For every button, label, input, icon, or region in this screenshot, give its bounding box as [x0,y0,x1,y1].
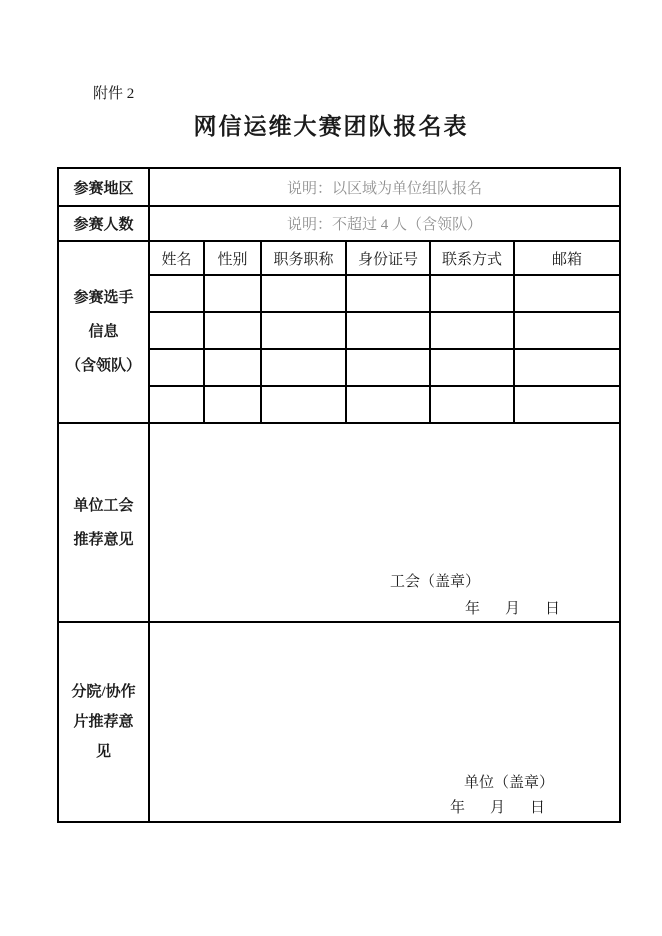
headcount-note-cell[interactable]: 说明：不超过 4 人（含领队） [149,206,620,241]
player-cell-gender[interactable] [204,312,261,349]
col-header-jobtitle: 职务职称 [261,241,346,275]
player-cell-id-number[interactable] [346,349,430,386]
player-cell-jobtitle[interactable] [261,349,346,386]
union-label-line: 单位工会 [73,497,134,514]
player-cell-contact[interactable] [430,275,514,312]
table-row [58,423,620,622]
player-cell-name[interactable] [149,349,204,386]
players-label-line: 信息 [88,324,119,340]
row-label-region: 参赛地区 [58,168,149,206]
col-header-contact: 联系方式 [430,241,514,275]
attachment-label: 附件 2 [93,86,135,102]
branch-label-line: 片推荐意 [73,714,134,730]
table-row [58,168,620,206]
player-cell-name[interactable] [149,275,204,312]
col-header-id-number: 身份证号 [346,241,430,275]
player-cell-jobtitle[interactable] [261,312,346,349]
player-cell-gender[interactable] [204,349,261,386]
union-seal-label: 工会（盖章） [390,574,481,590]
players-label-line: 参赛选手 [73,290,134,306]
player-cell-email[interactable] [514,312,620,349]
union-section-label [58,423,149,622]
branch-date-label: 年 月 日 [450,800,551,816]
table-row [58,206,620,241]
player-cell-email[interactable] [514,349,620,386]
player-cell-jobtitle[interactable] [261,275,346,312]
player-cell-email[interactable] [514,386,620,423]
col-header-email: 邮箱 [514,241,620,275]
branch-opinion-cell[interactable] [149,622,620,822]
branch-label-line: 分院/协作 [71,684,136,700]
union-opinion-cell[interactable] [149,423,620,622]
union-label-line: 推荐意见 [73,531,134,548]
player-cell-id-number[interactable] [346,386,430,423]
branch-label-line: 见 [95,744,111,760]
registration-table [57,167,621,823]
branch-section-label [58,622,149,822]
row-label-headcount: 参赛人数 [58,206,149,241]
player-cell-jobtitle[interactable] [261,386,346,423]
branch-seal-label: 单位（盖章） [464,775,555,791]
table-row [58,241,620,275]
player-cell-contact[interactable] [430,386,514,423]
player-cell-gender[interactable] [204,386,261,423]
player-cell-id-number[interactable] [346,312,430,349]
table-row [58,622,620,822]
col-header-name: 姓名 [149,241,204,275]
player-cell-email[interactable] [514,275,620,312]
player-cell-gender[interactable] [204,275,261,312]
player-cell-contact[interactable] [430,349,514,386]
player-cell-id-number[interactable] [346,275,430,312]
player-cell-name[interactable] [149,312,204,349]
col-header-gender: 性别 [204,241,261,275]
players-label-line: （含领队） [65,358,141,374]
player-cell-name[interactable] [149,386,204,423]
player-cell-contact[interactable] [430,312,514,349]
players-section-label [58,241,149,423]
region-note-cell[interactable]: 说明：以区域为单位组队报名 [149,168,620,206]
page-title: 网信运维大赛团队报名表 [193,113,469,139]
union-date-label: 年 月 日 [465,601,566,617]
